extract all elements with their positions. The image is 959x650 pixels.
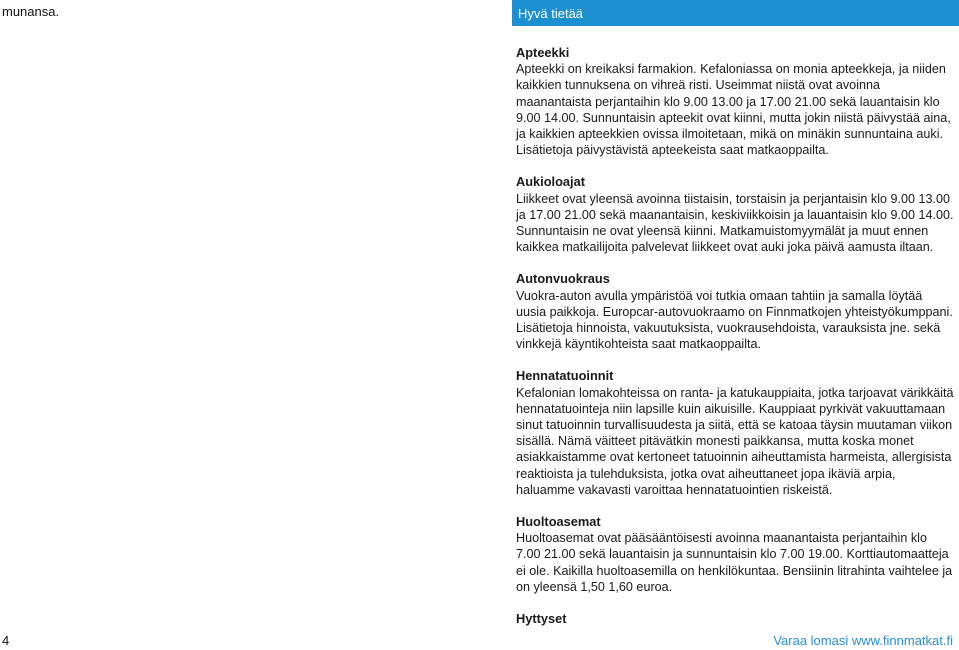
- section-apteekki: [516, 45, 954, 158]
- banner-title: Hyvä tietää: [518, 5, 584, 21]
- footer-website-text: Varaa lomasi www.finnmatkat.fi: [773, 633, 953, 648]
- section-huoltoasemat: [516, 514, 954, 595]
- section-body: Apteekki on kreikaksi farmakion. Kefaloniassa on monia apteekkeja, ja niiden kaikkien tunnuksena on vihreä risti. Useimmat niistä ovat avoinna maanantaista perjantaihin klo 9.00 13.00 ja 17.00 21.00 sekä lauantaisin klo 9.00 14.00. Sunnuntaisin apteekit ovat kiinni, mutta jokin niistä päivystää aina, ja kaikkien apteekkien ovissa ilmoitetaan, mikä on minäkin sunnuntaina auki. Lisätietoja päivystävistä apteekeista saat matkaoppailta.: [516, 62, 951, 158]
- section-heading: Huoltoasemat: [516, 514, 601, 530]
- page-number: 4: [2, 633, 10, 648]
- section-banner: [512, 0, 959, 26]
- section-body: Huoltoasemat ovat pääsääntöisesti avoinna maanantaista perjantaihin klo 7.00 21.00 sekä lauantaisin ja sunnuntaisin klo 7.00 19.00. Korttiautomaatteja ei ole. Kaikilla huoltoasemilla on henkilökuntaa. Bensiinin litrahinta vaihtelee ja on yleensä 1,50 1,60 euroa.: [516, 531, 953, 594]
- section-heading: Hyttyset: [516, 611, 567, 627]
- left-page-fragment: munansa.: [2, 4, 60, 19]
- section-heading: Aukioloajat: [516, 174, 585, 190]
- section-aukioloajat: [516, 174, 954, 255]
- section-heading: Apteekki: [516, 45, 570, 60]
- footer-website-link[interactable]: [773, 633, 953, 648]
- section-heading: Autonvuokraus: [516, 271, 610, 287]
- section-hennatatuoinnit: [516, 368, 954, 498]
- section-body: Vuokra-auton avulla ympäristöä voi tutkia omaan tahtiin ja samalla löytää uusia paikkoja. Europcar-autovuokraamo on Finnmatkojen yhteistyökumppani. Lisätietoja hinnoista, vakuutuksista, vuokrausehdoista, varauksista jne. sekä vinkkejä käyntikohteista saat matkaoppailta.: [516, 288, 953, 352]
- content-column: [516, 45, 954, 643]
- section-body: Liikkeet ovat yleensä avoinna tiistaisin, torstaisin ja perjantaisin klo 9.00 13.00 ja 17.00 21.00 sekä maanantaisin, keskiviikkoisin ja lauantaisin klo 9.00 14.00. Sunnuntaisin ne ovat yleensä kiinni. Matkamuistomyymälät ja muut ennen kaikkea matkailijoita palvelevat liikkeet ovat auki joka päivä aamusta iltaan.: [516, 191, 954, 255]
- section-heading: Hennatatuoinnit: [516, 368, 614, 384]
- section-hyttyset: [516, 611, 954, 627]
- section-autonvuokraus: [516, 271, 954, 352]
- section-body: Kefalonian lomakohteissa on ranta- ja katukauppiaita, jotka tarjoavat värikkäitä hennatatuointeja niin lapsille kuin aikuisille. Kauppiaat pyrkivät vakuuttamaan sinut tatuoinnin turvallisuudesta ja siitä, että se katoaa täysin muutaman viikon sisällä. Nämä väitteet pitävätkin monesti paikkansa, mutta koska monet asiakkaistamme ovat kertoneet tatuoinnin aiheuttamista harmeista, allergisista reaktioista ja tulehduksista, jotka ovat aiheuttaneet jopa ikäviä arpia, haluamme vakavasti varoittaa hennatatuointien riskeistä.: [516, 385, 954, 497]
